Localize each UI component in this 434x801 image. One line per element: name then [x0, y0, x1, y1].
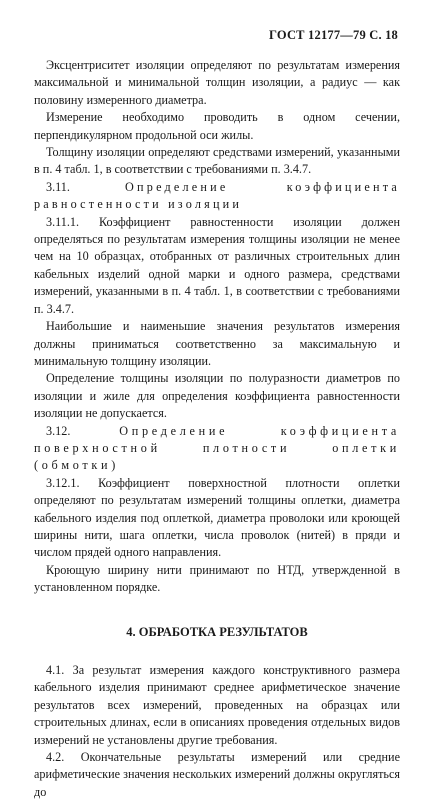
- clause-title-spaced: Определение коэффициента равностенности изоляции: [34, 179, 400, 212]
- paragraph-insulation-thickness: Толщину изоляции определяют средствами измерений, указанными в п. 4 табл. 1, в соответствии с требованиями п. 3.4.7.: [34, 145, 400, 177]
- clause-3-11-heading: [34, 179, 400, 214]
- clause-3-12-heading: [34, 423, 400, 475]
- clause-number: 3.11.: [46, 179, 70, 194]
- paragraph-4-2: 4.2. Окончательные результаты измерений или средние арифметические значения нескольких измерений должны округляться до: [34, 750, 400, 799]
- clause-number: 3.12.: [46, 423, 71, 438]
- clause-title-spaced: Определение коэффициента поверхностной плотности оплетки (обмотки): [34, 423, 400, 473]
- paragraph-3-11-1: 3.11.1. Коэффициент равностенности изоляции должен определяться по результатам измерения толщины изоляции не менее чем на 10 образцах, отобранных от различных строительных длин кабельных изделий одной марки и одного размера, средствами измерений, указанными в п. 4 табл. 1, в соответствии с требованиями п. 3.4.7.: [34, 214, 400, 316]
- paragraph-max-min: Наибольшие и наименьшие значения результатов измерения должны приниматься соответственно за максимальную и минимальную толщину изоляции.: [34, 319, 400, 368]
- running-header: ГОСТ 12177—79 С. 18: [269, 28, 398, 42]
- paragraph-eccentricity: Эксцентриситет изоляции определяют по результатам измерения максимальной и минимальной толщин изоляции, а радиус — как половину измеренного диаметра.: [34, 58, 400, 107]
- paragraph-thread-width: Кроющую ширину нити принимают по НТД, утвержденной в установленном порядке.: [34, 562, 400, 595]
- section-4-title: 4. ОБРАБОТКА РЕЗУЛЬТАТОВ: [126, 624, 308, 639]
- document-body: [34, 57, 400, 801]
- paragraph-measurement-section: Измерение необходимо проводить в одном сечении, перпендикулярном продольной оси жилы.: [34, 110, 400, 142]
- paragraph-3-12-1: 3.12.1. Коэффициент поверхностной плотности оплетки определяют по результатам измерений толщины оплетки, диаметра кабельного изделия под оплеткой, диаметра проволоки или кроющей ширины нити, шага оплетки, числа проволок (нитей) в пряди и числом прядей одного направления.: [34, 475, 400, 560]
- paragraph-half-difference: Определение толщины изоляции по полуразности диаметров по изоляции и жиле для определения коэффициента равностенности изоляции не допускается.: [34, 371, 400, 421]
- paragraph-4-1: 4.1. За результат измерения каждого конструктивного размера кабельного изделия принимают среднее арифметическое значение результатов всех измерений, проведенных на образцах или строительных длинах, если в описаниях проведения отдельных видов измерений не установлены другие требования.: [34, 663, 400, 747]
